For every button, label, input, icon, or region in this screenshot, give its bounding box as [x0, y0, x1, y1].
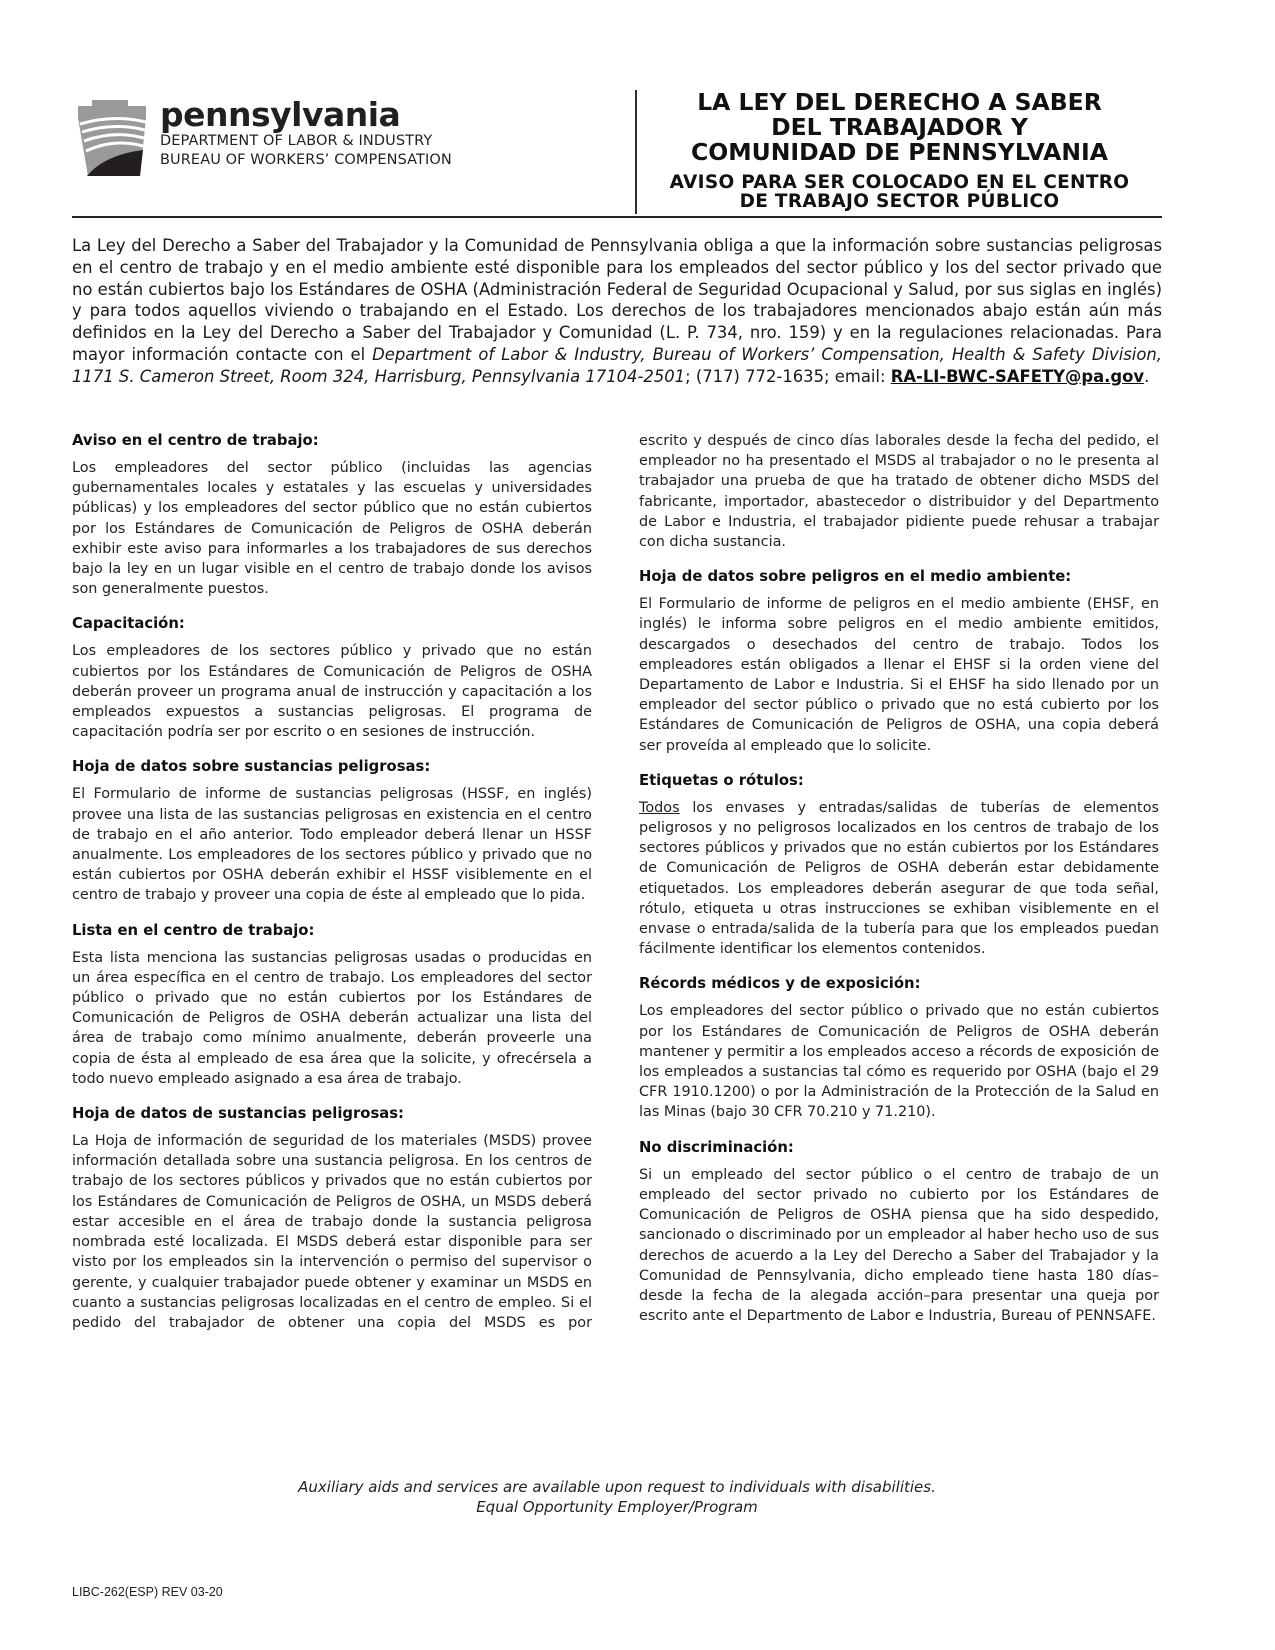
subtitle-line: AVISO PARA SER COLOCADO EN EL CENTRO [669, 172, 1130, 193]
notice-title [637, 88, 1162, 211]
department-name: DEPARTMENT OF LABOR & INDUSTRY [160, 133, 433, 149]
section-records [639, 974, 1159, 1122]
section-workplace-list [72, 921, 592, 1089]
section-heading: Etiquetas o rótulos: [639, 771, 804, 789]
section-body: Los empleadores del sector público (incluidas las agencias gubernamentales locales y estatales y las escuelas y universidades públicas) y los empleadores del sector público que no están cubiertos por los Estándares de Comunicación de Peligros de OSHA deberán exhibir este aviso para informarles a los trabajadores de sus derechos bajo la ley en un lugar visible en el centro de trabajo donde los avisos son generalmente puestos. [72, 460, 592, 598]
brand-name: pennsylvania [160, 95, 401, 134]
section-msds [72, 1104, 592, 1333]
page-header [72, 88, 1162, 218]
section-heading: Capacitación: [72, 615, 185, 633]
agency-brand [160, 95, 452, 170]
contact-phone: ; (717) 772-1635; email: [685, 366, 891, 386]
section-body: El Formulario de informe de peligros en el medio ambiente (EHSF, en inglés) le informa sobre peligros en el medio ambiente emitidos, descargados o desechados del centro de trabajo. Todos los empleadores están obligados a llenar el EHSF si la orden viene del Departamento de Labor e Industria. Si el EHSF ha sido llenado por un empleador del sector público o privado que no está cubierto por los Estándares de Comunicación de Peligros de OSHA, una copia deberá ser proveída al empleado que lo solicite. [639, 596, 1159, 754]
title-line: LA LEY DEL DERECHO A SABER [697, 88, 1102, 116]
section-non-discrimination [639, 1138, 1159, 1327]
section-body: El Formulario de informe de sustancias peligrosas (HSSF, en inglés) provee una lista de las sustancias peligrosas en existencia en el centro de trabajo en el año anterior. Todo empleador deberá llenar un HSSF anualmente. Los empleadores de los sectores público y privado que no están cubiertos por OSHA deberán exhibir el HSSF visiblemente en el centro de trabajo y proveer una copia de éste al empleado que lo pida. [72, 786, 592, 904]
subtitle-line: DE TRABAJO SECTOR PÚBLICO [739, 191, 1060, 212]
section-body: Esta lista menciona las sustancias peligrosas usadas o producidas en un área específica en el centro de trabajo. Los empleadores del sector público o privado que no están cubiertos por los Estándares de Comunicación de Peligros de OSHA deberán actualizar una lista del área de trabajo como mínimo anualmente, deberán proveerle una copia de ésta al empleado de esa área que la solicite, y ofrecérsela a todo nuevo empleado asignado a esa área de trabajo. [72, 949, 592, 1087]
right-column [639, 431, 1159, 1341]
form-code: LIBC-262(ESP) REV 03-20 [72, 1585, 223, 1599]
section-heading: No discriminación: [639, 1138, 794, 1156]
left-column [72, 431, 592, 1348]
section-heading: Hoja de datos sobre sustancias peligrosas: [72, 758, 431, 776]
bureau-name: BUREAU OF WORKERS’ COMPENSATION [160, 152, 452, 168]
section-body: Los empleadores de los sectores público y privado que no están cubiertos por los Estándares de Comunicación de Peligros de OSHA deberán proveer un programa anual de instrucción y capacitación a los empleados expuestos a sustancias peligrosas. El programa de capacitación podría ser por escrito o en sesiones de instrucción. [72, 643, 592, 741]
footer-notice [72, 1477, 1162, 1517]
section-ehsf [639, 567, 1159, 756]
section-body: La Hoja de información de seguridad de los materiales (MSDS) provee información detallada sobre una sustancia peligrosa. En los centros de trabajo de los sectores públicos y privados que no están cubiertos por los Estándares de Comunicación de Peligros de OSHA, un MSDS deberá estar accesible en el área de trabajo donde la sustancia peligrosa nombrada esté localizada. El MSDS deberá estar disponible para ser visto por los empleados sin la intervención o permiso del supervisor o gerente, y cualquier trabajador puede obtener y examinar un MSDS en cuanto a sustancias peligrosas localizadas en el centro de empleo. Si el pedido del trabajador de obtener una copia del MSDS es por [72, 1133, 592, 1331]
labels-body-text: los envases y entradas/salidas de tuberías de elementos peligrosos y no peligrosos localizados en los centros de trabajo de los sectores públicos y privados que no están cubiertos por los Estándares de Comunicación de Peligros de OSHA deberán estar debidamente etiquetados. Los empleadores deberán asegurar de que toda señal, rótulo, etiqueta u otras instrucciones se exhiban visiblemente en el envase o entrada/salida de la tubería para que los empleados puedan fácilmente identificar los elementos contenidos. [639, 799, 1159, 958]
accessibility-statement: Auxiliary aids and services are available upon request to individuals with disabilities. [298, 1478, 936, 1496]
section-training [72, 614, 592, 742]
title-line: DEL TRABAJADOR Y [771, 113, 1028, 141]
section-heading: Hoja de datos de sustancias peligrosas: [72, 1105, 404, 1123]
section-heading: Récords médicos y de exposición: [639, 975, 921, 993]
section-heading: Aviso en el centro de trabajo: [72, 432, 319, 449]
title-line: COMUNIDAD DE PENNSYLVANIA [691, 138, 1108, 166]
intro-paragraph [72, 235, 1162, 388]
eoe-statement: Equal Opportunity Employer/Program [476, 1498, 758, 1516]
section-hssf [72, 757, 592, 905]
keystone-logo-icon [74, 100, 154, 176]
section-heading: Hoja de datos sobre peligros en el medio ambiente: [639, 568, 1072, 586]
underlined-lead: Todos [639, 799, 680, 816]
section-body [639, 798, 1159, 960]
section-workplace-notice [72, 431, 592, 599]
contact-email-link[interactable]: RA-LI-BWC-SAFETY@pa.gov [890, 366, 1145, 386]
section-body: Los empleadores del sector público o privado que no están cubiertos por los Estándares de Comunicación de Peligros de OSHA deberán mantener y permitir a los empleados acceso a récords de exposición de los empleados a sustancias tal cómo es requerido por OSHA (bajo el 29 CFR 1910.1200) o por la Administración de la Protección de la Salud en las Minas (bajo 30 CFR 70.210 y 71.210). [639, 1003, 1159, 1121]
intro-text: La Ley del Derecho a Saber del Trabajador y la Comunidad de Pennsylvania obliga a que la información sobre sustancias peligrosas en el centro de trabajo y en el medio ambiente esté disponible para los empleados del sector público y los del sector privado que no están cubiertos bajo los Estándares de OSHA (Administración Federal de Seguridad Ocupacional y Salud, por sus siglas en inglés) y para todos aquellos viviendo o trabajando en el Estado. Los derechos de los trabajadores mencionados abajo están aún más definidos en la Ley del Derecho a Saber del Trabajador y Comunidad (L. P. 734, nro. 159) y en la regulaciones relacionadas. Para mayor información contacte con el [72, 236, 1162, 364]
msds-continuation: escrito y después de cinco días laborales desde la fecha del pedido, el empleador no ha presentado el MSDS al trabajador o no le presenta al trabajador una prueba de que ha tratado de obtener dicho MSDS del fabricante, importador, abastecedor o distribuidor y del Departmento de Labor e Industria, el trabajador pidiente puede rehusar a trabajar con dicha sustancia. [639, 433, 1159, 551]
section-labels [639, 771, 1159, 960]
intro-end: . [1144, 366, 1150, 386]
contact-address: Department of Labor & Industry, Bureau of Workers’ Compensation, Health & Safety Division, 1171 S. Cameron Street, Room 324, Harrisburg, Pennsylvania 17104-2501 [72, 344, 1162, 386]
section-body: Si un empleado del sector público o el centro de trabajo de un empleado del sector privado no cubierto por los Estándares de Comunicación de Peligros de OSHA piensa que ha sido despedido, sancionado o discriminado por un empleador al haber hecho uso de sus derechos de acuerdo a la Ley del Derecho a Saber del Trabajador y la Comunidad de Pennsylvania, dicho empleado tiene hasta 180 días–desde la fecha de la alegada acción–para presentar una queja por escrito ante el Departmento de Labor e Industria, Bureau of PENNSAFE. [639, 1166, 1159, 1325]
section-heading: Lista en el centro de trabajo: [72, 921, 315, 939]
